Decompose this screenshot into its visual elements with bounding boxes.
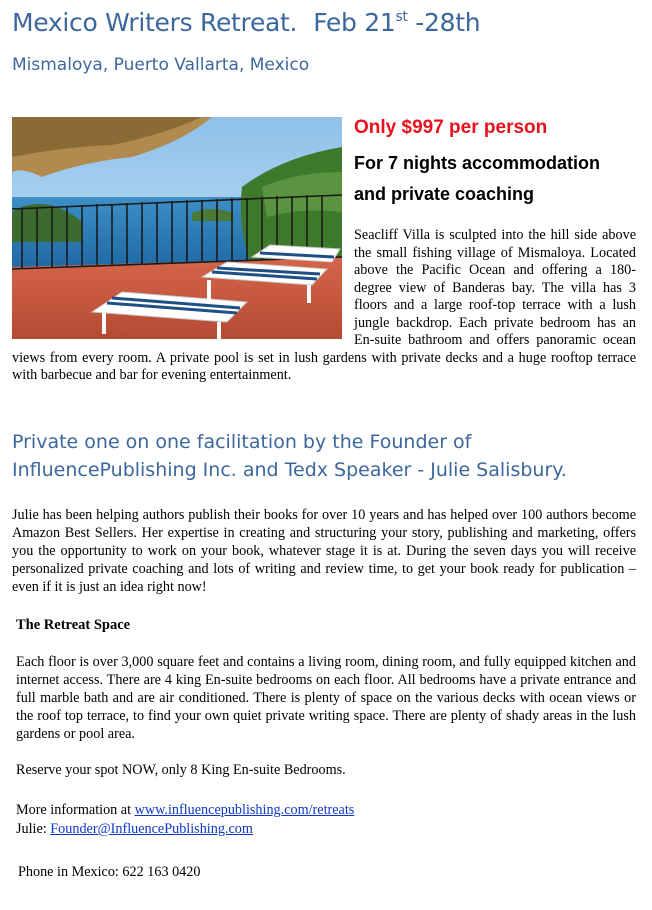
bio-paragraph: Julie has been helping authors publish their books for over 10 years and has helped over 100 authors become Amazon Best Sellers. Her expertise in creating and structuring your story, publishing and marketing, offers you the opportunity to work on your book, whatever stage it is at. During the seven days you will receive personalized private coaching and lots of writing and review time, to get your book ready for publication – even if it is just an idea right now! xyxy=(12,507,636,595)
facilitation-line-2: InfluencePublishing Inc. and Tedx Speaker - Julie Salisbury. xyxy=(12,459,567,481)
retreat-space-heading: The Retreat Space xyxy=(16,617,131,633)
page-title xyxy=(12,8,480,37)
date-suffix: -28th xyxy=(407,8,481,37)
reserve-notice: Reserve your spot NOW, only 8 King En-suite Bedrooms. xyxy=(16,762,346,778)
title-text: Mexico Writers Retreat. xyxy=(12,8,298,37)
facilitation-line-1: Private one on one facilitation by the Founder of xyxy=(12,431,472,453)
offer-description xyxy=(354,148,600,210)
offer-line-2: and private coaching xyxy=(354,184,535,204)
more-info-line xyxy=(16,801,354,820)
villa-paragraph: Seacliff Villa is sculpted into the hill side above the small fishing village of Mismaloya. Located above the Pacific Ocean and offering a 180-degree view of Banderas bay. The villa has 3 floors and a large roof-top terrace with a lush jungle backdrop. Each private bedroom has an En-suite bathroom and offers panoramic ocean views from every room. A private pool is set in lush gardens with private decks and a huge rooftop terrace with barbecue and bar for evening entertainment. xyxy=(12,227,636,383)
more-info-label: More information at xyxy=(16,802,135,818)
location-subtitle: Mismaloya, Puerto Vallarta, Mexico xyxy=(12,55,310,75)
email-link[interactable]: Founder@InfluencePublishing.com xyxy=(50,821,253,837)
price-headline: Only $997 per person xyxy=(354,117,548,138)
contact-info xyxy=(16,801,354,839)
title-date xyxy=(313,8,480,37)
offer-line-1: For 7 nights accommodation xyxy=(354,153,601,173)
website-link[interactable]: www.influencepublishing.com/retreats xyxy=(134,802,355,818)
facilitation-heading xyxy=(12,428,567,484)
date-sup: st xyxy=(395,9,408,25)
julie-email-line xyxy=(16,820,354,839)
villa-paragraph-block xyxy=(12,227,636,385)
retreat-space-paragraph: Each floor is over 3,000 square feet and contains a living room, dining room, and fully equipped kitchen and internet access. There are 4 king En-suite bedrooms on each floor. All bedrooms have a private entrance and full marble bath and are air conditioned. There is plenty of space on the various decks with ocean views or the roof top terrace, to find your own quiet private writing space. There are plenty of shady areas in the lush gardens or pool area. xyxy=(16,654,636,742)
phone-number: Phone in Mexico: 622 163 0420 xyxy=(18,864,201,880)
photo-wrap-spacer xyxy=(12,227,354,349)
date-prefix: Feb 21 xyxy=(313,8,396,37)
julie-label: Julie: xyxy=(16,821,51,837)
